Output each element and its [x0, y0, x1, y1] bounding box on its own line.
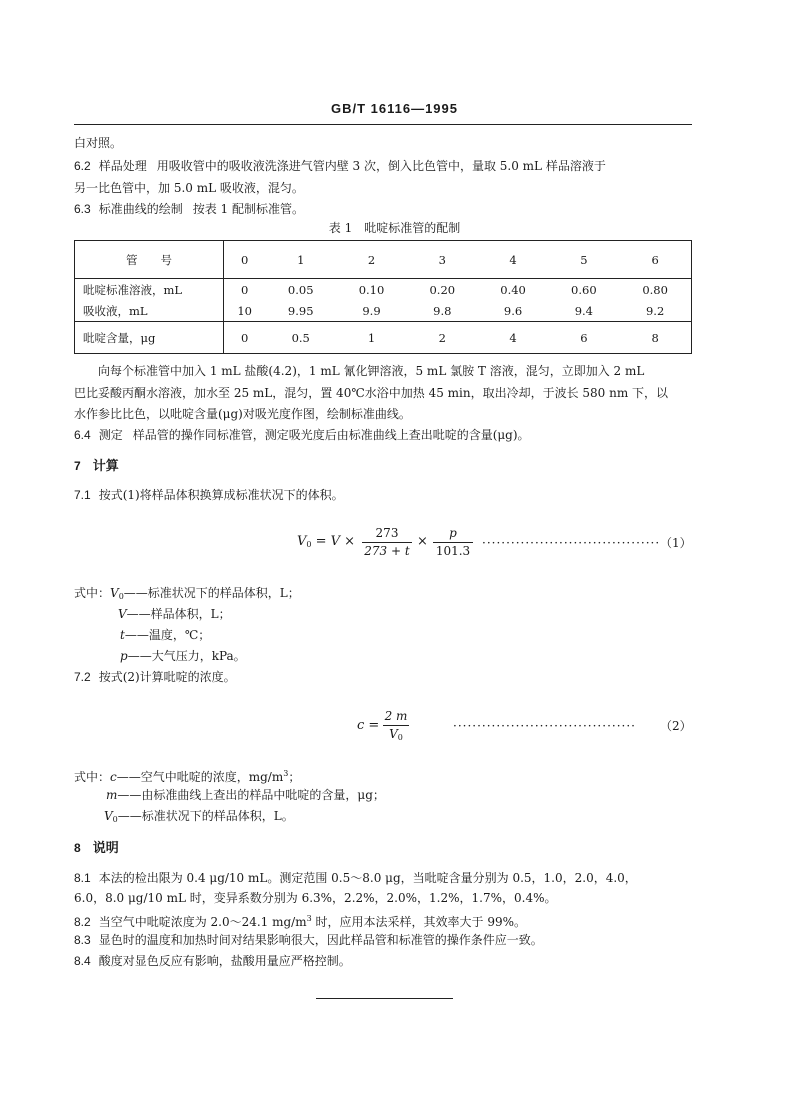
denominator-subscript: 0 [397, 733, 403, 742]
section-text: 酸度对显色反应有影响，盐酸用量应严格控制。 [98, 954, 351, 968]
fraction-bar [433, 542, 473, 543]
section-7-heading [74, 458, 119, 475]
fraction-numerator: 2 m [384, 709, 408, 723]
section-number: 6.2 [74, 159, 91, 173]
table-cell: 1 [367, 330, 376, 345]
fraction-bar [362, 542, 412, 543]
section-7-1 [74, 487, 344, 503]
symbol-description: ——大气压力，kPa。 [127, 649, 246, 663]
table-caption: 表 1 吡啶标准管的配制 [328, 221, 461, 235]
section-title: 测定 [98, 428, 123, 442]
eq-subscript: 0 [306, 540, 312, 549]
procedure-line1: 向每个标准管中加入 1 mL 盐酸(4.2)，1 mL 氰化钾溶液，5 mL 氯胺 T 溶液，混匀，立即加入 2 mL [98, 364, 645, 378]
table-cell: 9.95 [265, 300, 336, 322]
section-text: 本法的检出限为 0.4 μg/10 mL。测定范围 0.5～8.0 μg，当吡啶含量分别为 0.5，1.0，2.0，4.0， [98, 871, 637, 885]
symbol-description: ——样品体积，L； [126, 607, 231, 621]
table-row-label: 管 号 [75, 241, 224, 279]
section-number: 7.1 [74, 488, 91, 502]
equation-1-lhs [297, 534, 355, 553]
section-8-1-line1 [74, 870, 637, 886]
table-row-label: 吡啶含量，μg [75, 322, 224, 354]
symbol-subscript: 0 [112, 815, 118, 824]
section-8-heading [74, 840, 119, 857]
fraction-numerator: 273 [375, 526, 399, 540]
where-prefix: 式中： [74, 770, 111, 784]
table-cell: 4 [478, 241, 549, 279]
procedure-line3: 水作参比比色，以吡啶含量(μg)对吸光度作图，绘制标准曲线。 [74, 407, 411, 421]
table-cell: 9.6 [478, 300, 549, 322]
equation-2-leader: ······································ [453, 719, 636, 733]
table-cell: 3 [407, 241, 478, 279]
section-6-3 [74, 201, 304, 217]
fraction-bar [383, 725, 409, 726]
equation-1-fraction-1 [362, 526, 412, 559]
table-cell: 0.10 [358, 282, 385, 297]
section-7-2 [74, 669, 236, 685]
section-number: 8 [74, 841, 81, 855]
superscript: 3 [306, 914, 312, 923]
section-title: 说明 [92, 841, 119, 856]
table-cell: 8 [651, 330, 659, 345]
fraction-numerator: p [449, 526, 457, 540]
symbol: c [110, 770, 117, 784]
section-text: 按式(1)将样品体积换算成标准状况下的体积。 [98, 488, 344, 502]
table-row [75, 279, 692, 301]
section-number: 6.3 [74, 202, 91, 216]
table-row [75, 322, 692, 354]
section-number: 7.2 [74, 670, 91, 684]
table-row-label: 吡啶标准溶液，mL [75, 279, 224, 301]
equation-2-lhs: c = [357, 718, 380, 733]
section-number: 8.4 [74, 954, 91, 968]
section-text: 按式(2)计算吡啶的浓度。 [98, 670, 236, 684]
page-header: GB/T 16116—1995 [330, 101, 459, 116]
equation-1-times: × [417, 534, 428, 549]
section-8-2 [74, 911, 526, 930]
table-cell: 9.8 [407, 300, 478, 322]
table-cell: 9.2 [619, 300, 691, 322]
table-cell: 6 [619, 241, 691, 279]
symbol: V [104, 809, 113, 823]
table-cell: 0.80 [642, 282, 668, 297]
header-rule [74, 124, 692, 125]
section-6-4 [74, 427, 530, 443]
section-title: 标准曲线的绘制 [98, 202, 183, 216]
symbol-description: ——标准状况下的样品体积，L； [123, 586, 300, 600]
where-1-item-2 [120, 627, 210, 643]
section-text: 时，应用本法采样，其效率大于 99%。 [311, 915, 527, 929]
continued-text: 白对照。 [74, 136, 123, 150]
table-cell: 9.4 [548, 300, 619, 322]
section-text: 样品管的操作同标准管，测定吸光度后由标准曲线上查出吡啶的含量(μg)。 [132, 428, 530, 442]
equation-1-fraction-2 [433, 526, 473, 559]
table-cell: 0.60 [571, 282, 597, 297]
standard-tube-table [74, 240, 692, 354]
section-number: 8.1 [74, 871, 91, 885]
table-cell: 4 [509, 330, 517, 345]
table-row [75, 300, 692, 322]
equation-2-fraction [383, 709, 409, 745]
fraction-denominator: 273 + t [364, 544, 410, 558]
table-cell: 10 [224, 300, 266, 322]
section-text: 当空气中吡啶浓度为 2.0～24.1 mg/m [98, 915, 307, 929]
equation-1-leader: ····································· [482, 536, 661, 550]
symbol: V [118, 607, 127, 621]
section-number: 7 [74, 459, 81, 473]
section-8-3 [74, 932, 543, 948]
table-cell: 0.05 [287, 282, 314, 297]
section-number: 8.3 [74, 933, 91, 947]
end-rule [316, 998, 453, 999]
section-text: 显色时的温度和加热时间对结果影响很大，因此样品管和标准管的操作条件应一致。 [98, 933, 543, 947]
where-prefix: 式中： [74, 586, 111, 600]
table-cell: 0 [241, 282, 249, 297]
table-cell: 0.20 [429, 282, 456, 297]
symbol: V [110, 586, 119, 600]
symbol-description: ——由标准曲线上查出的样品中吡啶的含量，μg； [117, 788, 385, 802]
punctuation: ； [288, 770, 301, 784]
fraction-denominator [383, 727, 409, 745]
table-cell: 0 [224, 241, 266, 279]
symbol: p [120, 649, 128, 663]
table-row-label: 吸收液，mL [75, 300, 224, 322]
section-text: 按表 1 配制标准管。 [192, 202, 304, 216]
where-1-item-1 [118, 606, 231, 622]
table-cell: 0.40 [500, 282, 526, 297]
where-1-item-3 [120, 648, 246, 664]
table-cell: 6 [580, 330, 588, 345]
procedure-line2: 巴比妥酸丙酮水溶液，加水至 25 mL，混匀，置 40℃水浴中加热 45 min，取出冷却，于波长 580 nm 下，以 [74, 386, 669, 400]
fraction-denominator: 101.3 [435, 544, 471, 558]
symbol-description: ——空气中吡啶的浓度，mg/m [116, 770, 284, 784]
symbol: t [120, 628, 125, 642]
section-text: 用吸收管中的吸收液洗涤进气管内壁 3 次，倒入比色管中，量取 5.0 mL 样品溶液于 [156, 159, 606, 173]
section-6-2-line1 [74, 158, 606, 174]
table-cell: 1 [265, 241, 336, 279]
denominator-symbol: V [389, 727, 398, 741]
table-cell: 5 [548, 241, 619, 279]
table-cell: 2 [336, 241, 407, 279]
eq-symbol: V [297, 534, 307, 549]
section-number: 8.2 [74, 915, 91, 929]
table-row [75, 241, 692, 279]
section-number: 6.4 [74, 428, 91, 442]
eq-operator: = V × [311, 534, 356, 549]
section-8-1-line2: 6.0，8.0 μg/10 mL 时，变异系数分别为 6.3%，2.2%，2.0%，1.2%，1.7%，0.4%。 [74, 891, 557, 905]
symbol: m [106, 788, 118, 802]
equation-2-number: （2） [660, 719, 692, 733]
table-cell: 2 [438, 330, 446, 345]
section-title: 计算 [92, 459, 119, 474]
section-6-2-line2: 另一比色管中，加 5.0 mL 吸收液，混匀。 [74, 181, 304, 195]
where-2-item-0 [74, 766, 300, 785]
table-cell: 9.9 [336, 300, 407, 322]
symbol-subscript: 0 [118, 592, 124, 601]
symbol-description: ——温度，℃； [124, 628, 211, 642]
symbol-description: ——标准状况下的样品体积，L。 [117, 809, 294, 823]
section-title: 样品处理 [98, 159, 147, 173]
equation-1-number: （1） [660, 536, 692, 550]
where-1-item-0 [74, 585, 300, 605]
superscript: 3 [283, 769, 289, 778]
table-cell: 0.5 [291, 330, 310, 345]
where-2-item-1 [106, 787, 385, 803]
where-2-item-2 [104, 808, 294, 828]
section-8-4 [74, 953, 351, 969]
table-cell: 0 [241, 330, 249, 345]
